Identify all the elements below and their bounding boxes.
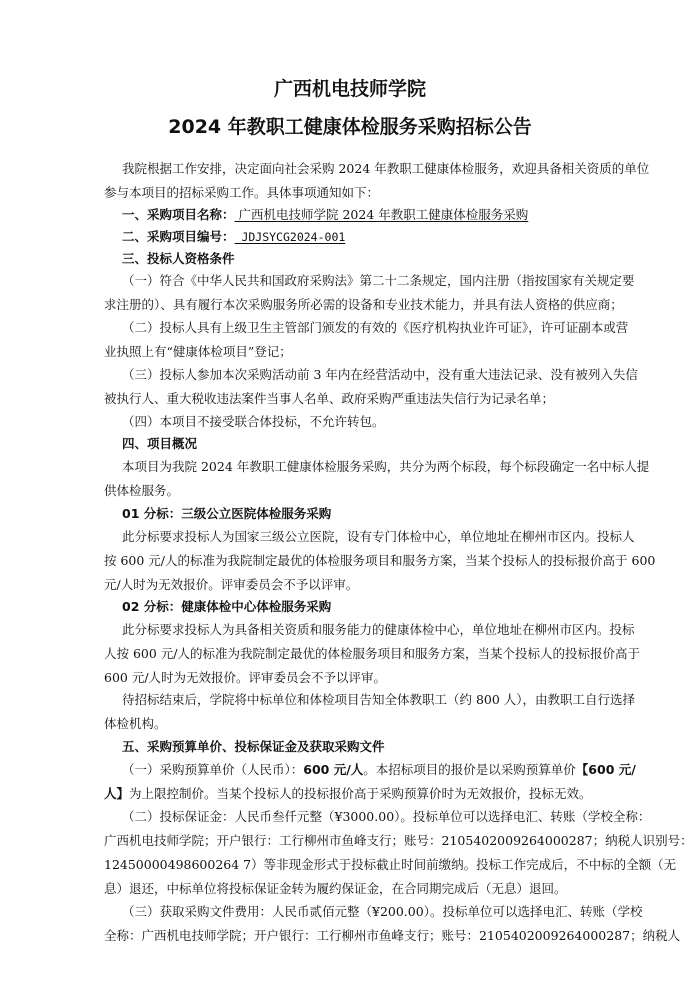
qualification-3-line-1: （三）投标人参加本次采购活动前 3 年内在经营活动中，没有重大违法记录、没有被列入失信 bbox=[122, 367, 638, 382]
qualification-3-line-2: 被执行人、重大税收违法案件当事人名单、政府采购严重违法失信行为记录名单； bbox=[104, 391, 555, 406]
project-name-row bbox=[122, 207, 622, 223]
budget-cap-end: 人】 bbox=[104, 786, 130, 801]
lot-1-line-2: 按 600 元/人的标准为我院制定最优的体检服务项目和服务方案，当某个投标人的投标报价高于 600 bbox=[104, 553, 656, 568]
lot-1-line-1: 此分标要求投标人为国家三级公立医院，设有专门体检中心，单位地址在柳州市区内。投标人 bbox=[122, 529, 635, 544]
intro-line-1: 我院根据工作安排，决定面向社会采购 2024 年教职工健康体检服务，欢迎具备相关资质的单位 bbox=[122, 161, 650, 176]
document-title-notice: 2024 年教职工健康体检服务采购招标公告 bbox=[168, 116, 532, 138]
intro-line-2: 参与本项目的招标采购工作。具体事项通知如下： bbox=[104, 185, 380, 200]
overview-line-2: 供体检服务。 bbox=[104, 483, 180, 498]
budget-line-2 bbox=[104, 786, 604, 802]
budget-text: 。本招标项目的报价是以采购预算单价 bbox=[363, 762, 576, 777]
qualification-2-line-2: 业执照上有“健康体检项目”登记； bbox=[104, 344, 292, 359]
budget-cap-start: 【600 元/ bbox=[575, 762, 636, 777]
project-code-row bbox=[122, 229, 622, 245]
deposit-line-1: （二）投标保证金：人民币叁仟元整（¥3000.00）。投标单位可以选择电汇、转账（学校全称： bbox=[122, 809, 651, 824]
qualification-2-line-1: （二）投标人具有上级卫生主管部门颁发的有效的《医疗机构执业许可证》，许可证副本或营 bbox=[122, 320, 629, 335]
lot-1-line-3: 元/人时为无效报价。评审委员会不予以评审。 bbox=[104, 577, 359, 592]
document-fee-line-1: （三）获取采购文件费用：人民币贰佰元整（¥200.00）。投标单位可以选择电汇、转账（学校 bbox=[122, 904, 643, 919]
section-4-heading: 四、项目概况 bbox=[122, 436, 198, 451]
lot-1-heading: 01 分标：三级公立医院体检服务采购 bbox=[122, 506, 332, 521]
section-3-heading: 三、投标人资格条件 bbox=[122, 251, 235, 266]
budget-unit-price: 600 元/人 bbox=[303, 762, 364, 777]
deposit-line-3: 12450000498600264 7）等非现金形式于投标截止时间前缴纳。投标工作完成后，不中标的全额（无 bbox=[104, 857, 677, 872]
lot-2-heading: 02 分标：健康体检中心体检服务采购 bbox=[122, 599, 332, 614]
section-5-heading: 五、采购预算单价、投标保证金及获取采购文件 bbox=[122, 739, 385, 754]
deposit-line-2: 广西机电技师学院；开户银行：工行柳州市鱼峰支行；账号：2105402009264000287；纳税人识别号： bbox=[104, 833, 693, 848]
overview-line-1: 本项目为我院 2024 年教职工健康体检服务采购，共分为两个标段，每个标段确定一名中标人提 bbox=[122, 459, 650, 474]
project-name-label: 一、采购项目名称： bbox=[122, 207, 235, 222]
budget-line-1 bbox=[122, 762, 636, 778]
project-code-label: 二、采购项目编号： bbox=[122, 229, 235, 244]
after-line-1: 待招标结束后，学院将中标单位和体检项目告知全体教职工（约 800 人），由教职工自行选择 bbox=[122, 692, 636, 707]
document-title-school: 广西机电技师学院 bbox=[273, 78, 426, 100]
lot-2-line-2: 人按 600 元/人的标准为我院制定最优的体检服务项目和服务方案，当某个投标人的投标报价高于 bbox=[104, 646, 641, 661]
qualification-1-line-2: 求注册的）、具有履行本次采购服务所必需的设备和专业技术能力，并具有法人资格的供应商； bbox=[104, 297, 623, 312]
budget-rule: 为上限控制价。当某个投标人的投标报价高于采购预算价时为无效报价，投标无效。 bbox=[129, 786, 592, 801]
deposit-line-4: 息）退还，中标单位将投标保证金转为履约保证金，在合同期完成后（无息）退回。 bbox=[104, 881, 567, 896]
project-name-value: 广西机电技师学院 2024 年教职工健康体检服务采购 bbox=[234, 207, 529, 222]
qualification-1-line-1: （一）符合《中华人民共和国政府采购法》第二十二条规定，国内注册（指按国家有关规定要 bbox=[122, 273, 635, 288]
after-line-2: 体检机构。 bbox=[104, 716, 167, 731]
budget-label: （一）采购预算单价（人民币）： bbox=[122, 762, 304, 777]
project-code-value: JDJSYCG2024-001 bbox=[234, 230, 346, 244]
lot-2-line-3: 600 元/人时为无效报价。评审委员会不予以评审。 bbox=[104, 670, 387, 685]
lot-2-line-1: 此分标要求投标人为具备相关资质和服务能力的健康体检中心，单位地址在柳州市区内。投标 bbox=[122, 622, 635, 637]
document-fee-line-2: 全称：广西机电技师学院；开户银行：工行柳州市鱼峰支行；账号：2105402009264000287；纳税人 bbox=[104, 928, 681, 943]
qualification-4: （四）本项目不接受联合体投标，不允许转包。 bbox=[122, 414, 385, 429]
